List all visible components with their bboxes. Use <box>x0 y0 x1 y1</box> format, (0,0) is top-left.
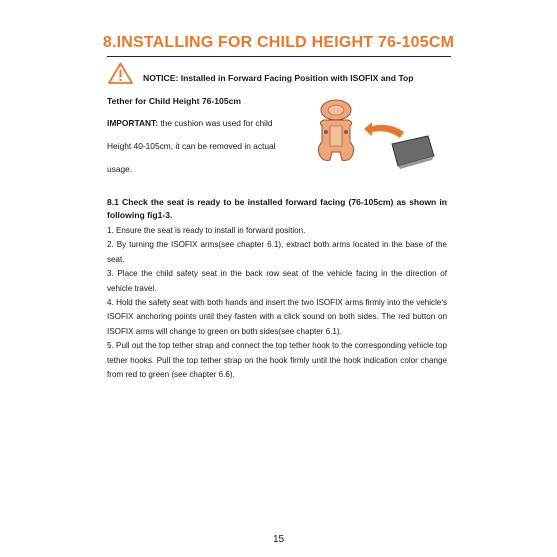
step-3: 3. Place the child safety seat in the back row seat of the vehicle facing in the direction of vehicle travel. <box>107 269 447 293</box>
step-1: 1. Ensure the seat is ready to install in forward position. <box>107 226 306 235</box>
step-5: 5. Pull out the top tether strap and connect the top tether hook to the corresponding vehicle top tether hooks. Pull the top tether strap on the hook firmly until the hook indication color change from red to green (see chapter 6.6). <box>107 341 447 380</box>
notice-line-2: Tether for Child Height 76-105cm <box>107 96 242 106</box>
cushion-illustration <box>312 96 442 176</box>
important-line-2: Height 40-105cm, it can be removed in actual <box>107 141 276 151</box>
notice-line-1: NOTICE: Installed in Forward Facing Position with ISOFIX and Top <box>143 73 414 83</box>
warning-triangle-icon <box>108 62 133 84</box>
steps-list <box>107 224 447 382</box>
important-line-3: usage. <box>107 164 133 174</box>
step-2: 2. By turning the ISOFIX arms(see chapter 6.1), extract both arms located in the base of the seat. <box>107 240 447 264</box>
important-text-1: the cushion was used for child <box>158 118 273 128</box>
important-label: IMPORTANT: <box>107 118 159 128</box>
important-line-1 <box>107 117 307 129</box>
arrow-icon <box>364 122 404 138</box>
page-number: 15 <box>272 534 285 545</box>
page-title: 8.INSTALLING FOR CHILD HEIGHT 76-105CM <box>102 34 455 51</box>
section-heading: 8.1 Check the seat is ready to be installed forward facing (76-105cm) as shown in following fig1-3. <box>107 197 447 220</box>
title-underline <box>107 56 451 57</box>
step-4: 4. Hold the safety seat with both hands and insert the two ISOFIX arms firmly into the vehicle's ISOFIX anchoring points until they fasten with a click sound on both sides. The red button on ISOFIX arms will change to green on both sides(see chapter 6.1). <box>107 298 447 336</box>
